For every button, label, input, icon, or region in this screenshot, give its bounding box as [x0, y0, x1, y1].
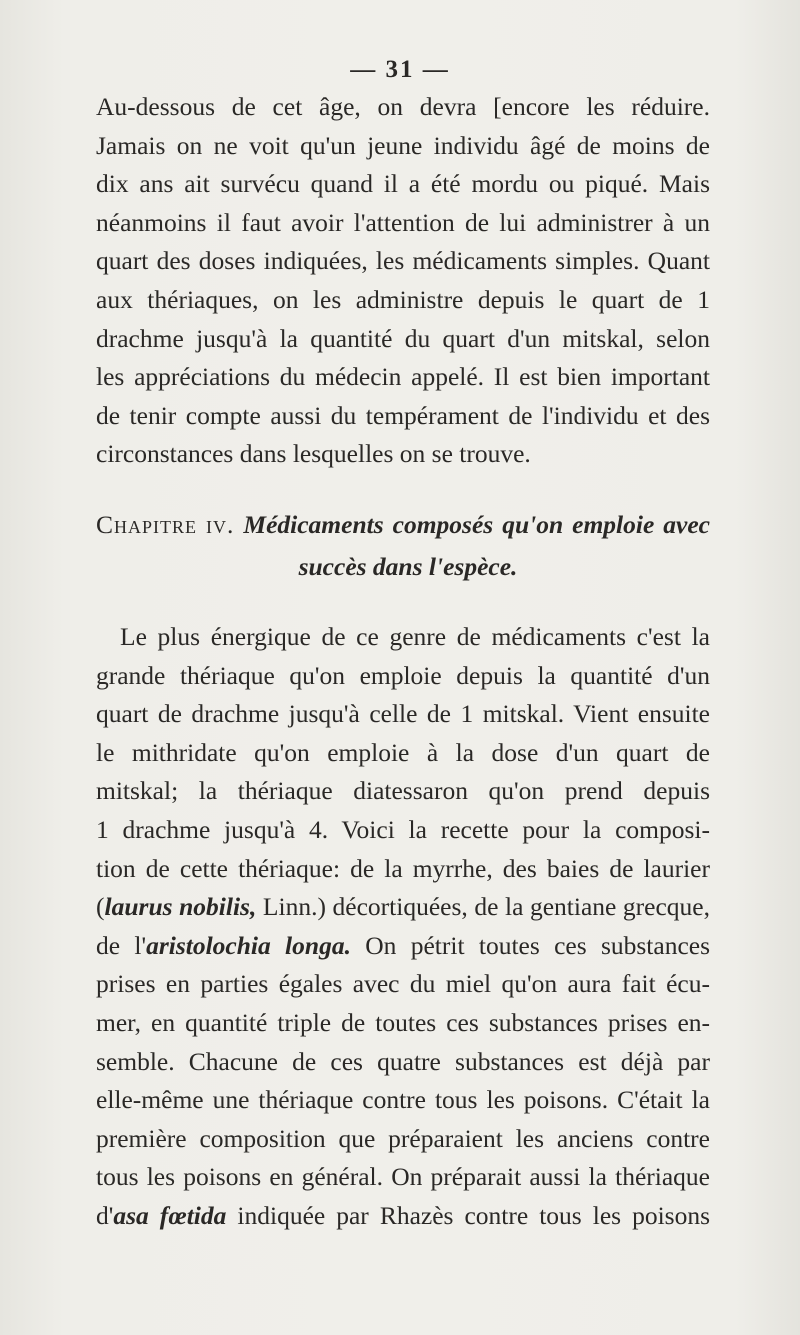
text-line: Au-dessous de cet âge, on devra [encore les réduire.: [96, 92, 710, 121]
text-line: Jamais on ne voit qu'un jeune individu âgé de moins de: [96, 130, 710, 160]
paragraph-1: [96, 88, 710, 474]
paragraph-2: [96, 618, 710, 1236]
italic-term: aristolochia longa.: [146, 930, 351, 960]
text-line: les appréciations du médecin appelé. Il est bien important: [96, 362, 710, 392]
text-fragment: (: [96, 892, 105, 922]
text-line: [96, 1197, 710, 1236]
italic-term: laurus nobilis,: [104, 892, 257, 922]
text-line: tous les poisons en général. On préparait aussi la thériaque: [96, 1162, 710, 1192]
text-fragment: de l': [96, 930, 147, 960]
text-fragment: Linn.) décortiquées, de la gentiane grecque,: [256, 892, 710, 922]
text-line: aux thériaques, on les administre depuis le quart de 1: [96, 284, 710, 314]
text-line: semble. Chacune de ces quatre substances est déjà par: [96, 1046, 710, 1076]
chapter-heading: [96, 504, 710, 588]
text-line: quart de drachme jusqu'à celle de 1 mitskal. Vient ensuite: [96, 699, 710, 729]
text-fragment: d': [96, 1200, 114, 1230]
text-line: elle-même une thériaque contre tous les poisons. C'était la: [96, 1085, 710, 1115]
text-line: Le plus énergique de ce genre de médicaments c'est la: [120, 622, 710, 651]
text-line: prises en parties égales avec du miel qu'on aura fait écu-: [96, 969, 710, 999]
text-fragment: indiquée par Rhazès contre tous les poisons: [226, 1200, 711, 1230]
text-line: 1 drachme jusqu'à 4. Voici la recette pour la composi-: [96, 814, 710, 844]
text-line: quart des doses indiquées, les médicaments simples. Quant: [96, 246, 710, 276]
text-line: grande thériaque qu'on emploie depuis la quantité d'un: [96, 660, 710, 690]
chapter-number: iv.: [206, 510, 235, 539]
page-number: — 31 —: [350, 56, 450, 83]
text-line: [96, 888, 710, 927]
text-line: drachme jusqu'à la quantité du quart d'un mitskal, selon: [96, 323, 710, 353]
text-line: mitskal; la thériaque diatessaron qu'on prend depuis: [96, 776, 710, 806]
text-fragment: On pétrit toutes ces substances: [350, 930, 711, 960]
chapter-title-line-2: succès dans l'espèce.: [298, 552, 518, 581]
text-line: première composition que préparaient les anciens contre: [96, 1123, 710, 1153]
text-line: de tenir compte aussi du tempérament de l'individu et des: [96, 400, 710, 430]
text-line: dix ans ait survécu quand il a été mordu ou piqué. Mais: [96, 169, 710, 199]
chapter-label: Chapitre: [96, 510, 198, 539]
text-line: [96, 927, 710, 966]
text-line: néanmoins il faut avoir l'attention de lui administrer à un: [96, 207, 710, 237]
text-line: le mithridate qu'on emploie à la dose d'un quart de: [96, 737, 710, 767]
text-line: mer, en quantité triple de toutes ces substances prises en-: [96, 1007, 710, 1037]
text-line: tion de cette thériaque: de la myrrhe, des baies de laurier: [96, 853, 710, 883]
chapter-title: Médicaments composés qu'on emploie avec: [243, 510, 710, 539]
chapter-heading-line-1: [96, 504, 710, 546]
text-line: circonstances dans lesquelles on se trouve.: [96, 439, 531, 469]
italic-term: asa fœtida: [113, 1200, 227, 1230]
